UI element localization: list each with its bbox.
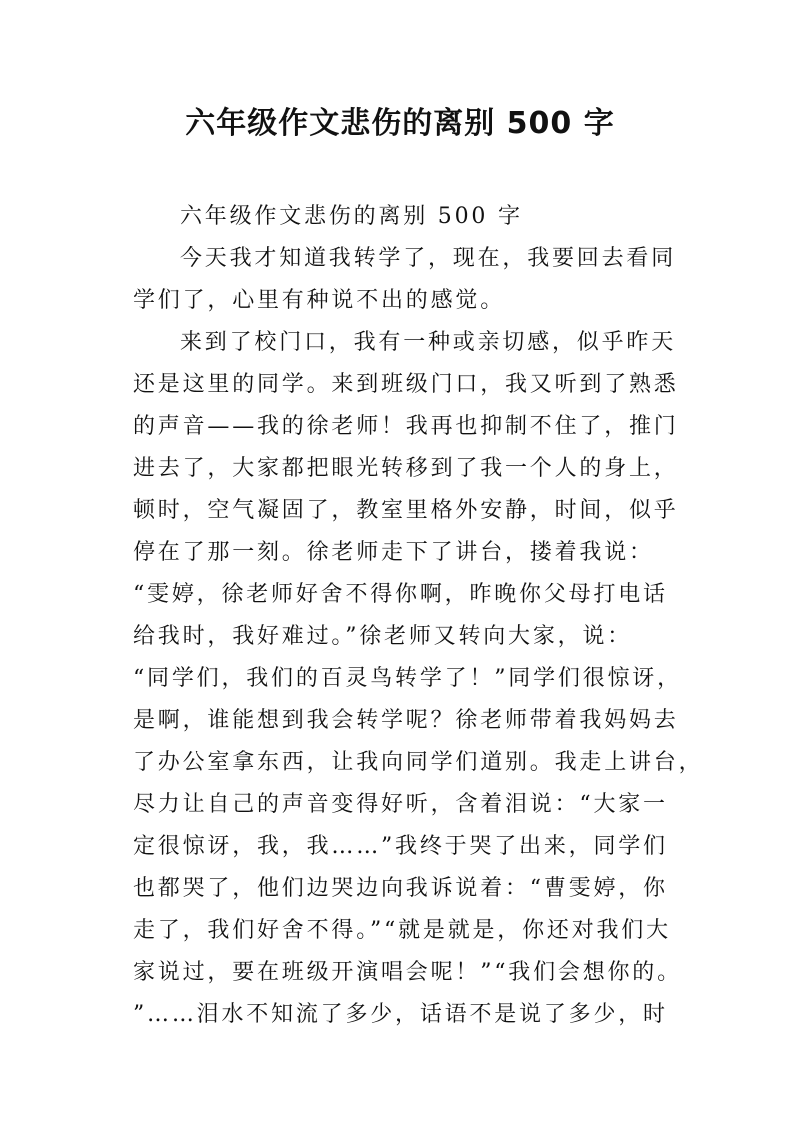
text-line: 了办公室拿东西，让我向同学们道别。我走上讲台， bbox=[133, 750, 704, 775]
text-line: “雯婷，徐老师好舍不得你啊，昨晚你父母打电话 bbox=[133, 582, 668, 607]
text-line: 走了，我们好舍不得。”“就是就是，你还对我们大 bbox=[133, 918, 671, 943]
text-line: 的声音——我的徐老师！我再也抑制不住了，推门 bbox=[133, 414, 679, 439]
text-line: 今天我才知道我转学了，现在，我要回去看同 bbox=[180, 246, 677, 271]
text-line: 顿时，空气凝固了，教室里格外安静，时间，似乎 bbox=[133, 498, 679, 523]
text-line: 来到了校门口，我有一种或亲切感，似乎昨天 bbox=[180, 330, 677, 355]
text-line: 进去了，大家都把眼光转移到了我一个人的身上， bbox=[133, 456, 679, 481]
text-line: 家说过，要在班级开演唱会呢！”“我们会想你的。 bbox=[133, 960, 682, 985]
text-line: 定很惊讶，我，我……”我终于哭了出来，同学们 bbox=[133, 834, 668, 859]
text-line: 停在了那一刻。徐老师走下了讲台，搂着我说： bbox=[133, 540, 654, 565]
text-line: 给我时，我好难过。”徐老师又转向大家，说： bbox=[133, 624, 633, 649]
text-line: 六年级作文悲伤的离别 500 字 bbox=[180, 204, 523, 229]
text-line: 是啊，谁能想到我会转学呢？徐老师带着我妈妈去 bbox=[133, 708, 679, 733]
text-line: 尽力让自己的声音变得好听，含着泪说：“大家一 bbox=[133, 792, 668, 817]
text-line: “同学们，我们的百灵鸟转学了！”同学们很惊讶， bbox=[133, 666, 682, 691]
document-title: 六年级作文悲伤的离别 500 字 bbox=[185, 106, 615, 141]
text-line: 学们了，心里有种说不出的感觉。 bbox=[133, 288, 506, 313]
text-line: 还是这里的同学。来到班级门口，我又听到了熟悉 bbox=[133, 372, 679, 397]
document-body bbox=[133, 196, 704, 1036]
text-line: 也都哭了，他们边哭边向我诉说着：“曹雯婷，你 bbox=[133, 876, 668, 901]
text-line: ”……泪水不知流了多少，话语不是说了多少，时 bbox=[133, 1002, 668, 1027]
